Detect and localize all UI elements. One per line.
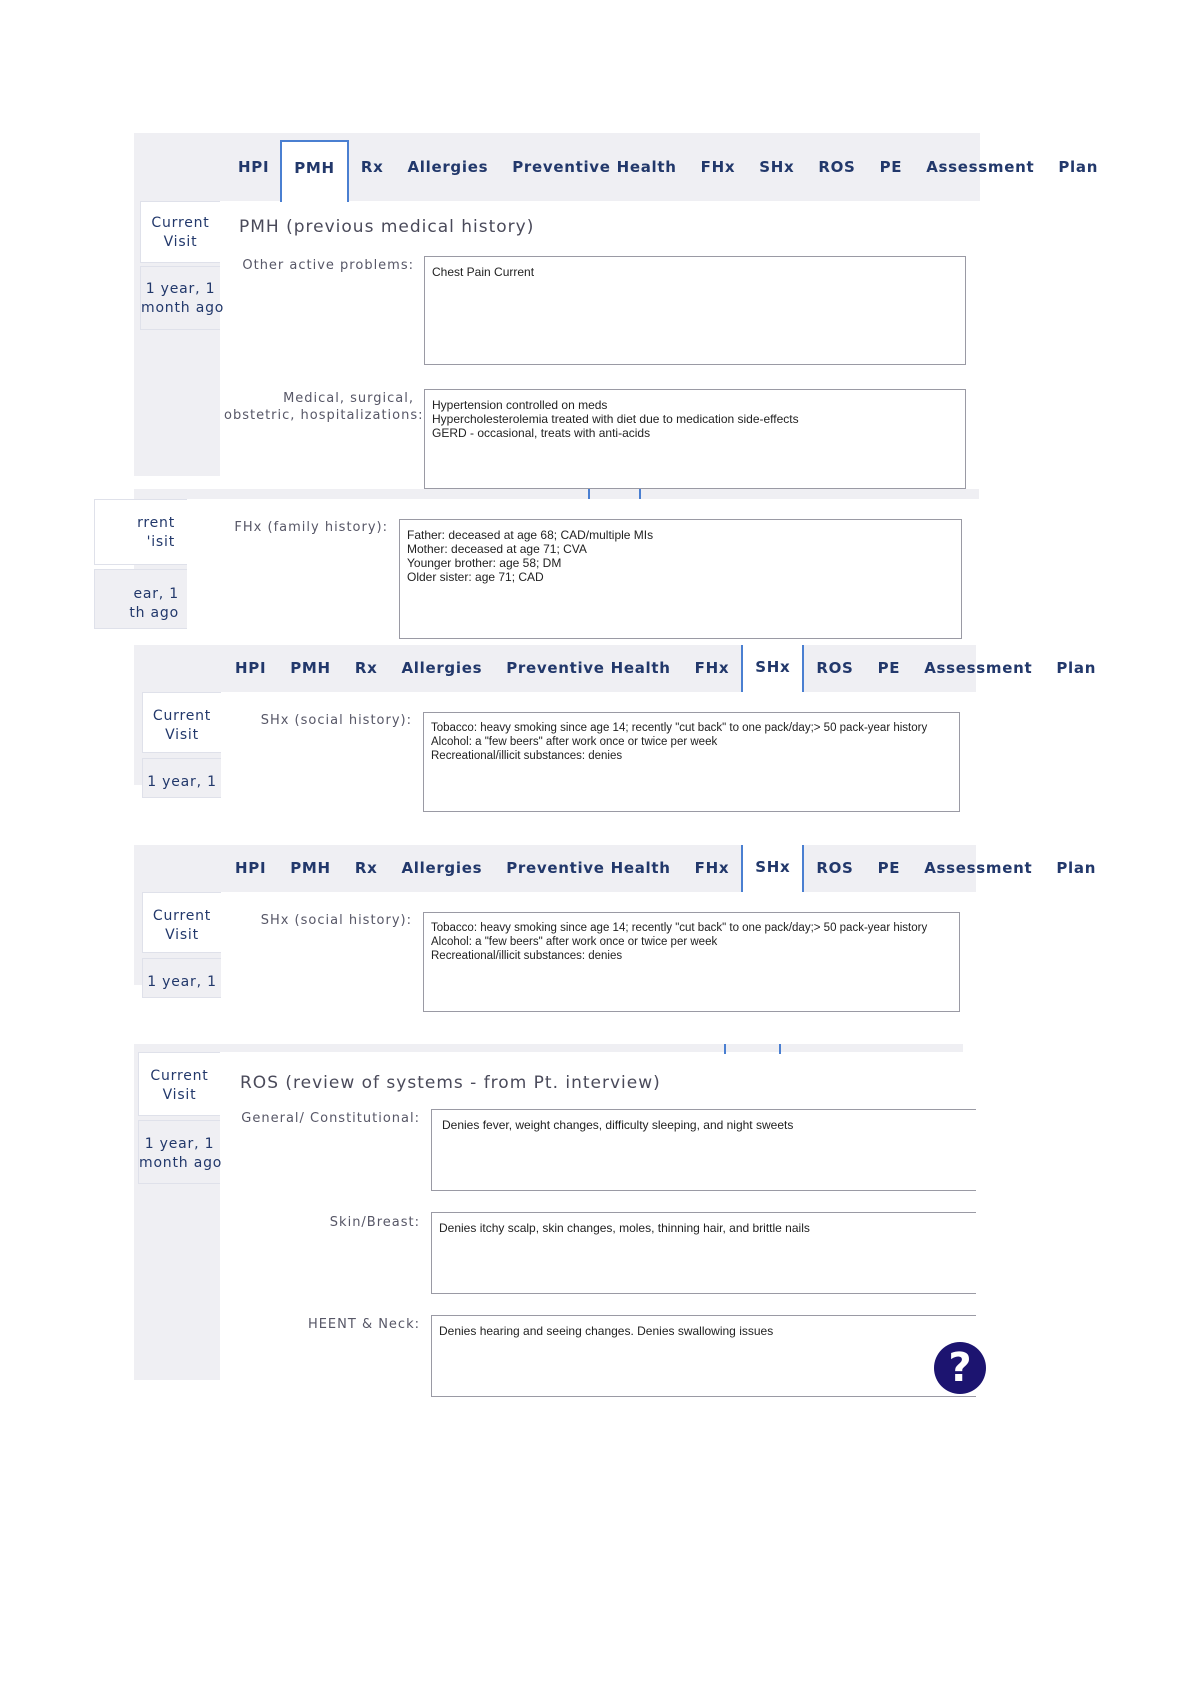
visit-current[interactable]: Current Visit	[142, 692, 221, 753]
tab-fhx[interactable]: FHx	[694, 859, 730, 877]
tab-bar	[134, 645, 1097, 692]
tab-assessment[interactable]: Assessment	[926, 158, 1035, 176]
tab-hpi[interactable]: HPI	[235, 659, 267, 677]
visit-sidebar	[134, 201, 225, 476]
shx-panel-duplicate	[134, 845, 1097, 990]
tab-preventive-health[interactable]: Preventive Health	[512, 158, 677, 176]
visit-sidebar	[129, 499, 187, 628]
shx-label: SHx (social history):	[260, 713, 412, 728]
tab-bar-edge	[134, 1044, 963, 1052]
visit-sidebar	[134, 892, 221, 990]
field-line: Chest Pain Current	[432, 265, 535, 279]
visit-sidebar	[134, 1052, 223, 1380]
tab-shx[interactable]: SHx	[741, 645, 804, 692]
shx-field[interactable]: Tobacco: heavy smoking since age 14; recently "cut back" to one pack/day;> 50 pack-year history Alcohol: a "few beers" after work once or twice per week Recreational/illicit substances: denies	[423, 912, 960, 1012]
tab-ros[interactable]: ROS	[816, 859, 854, 877]
tab-bar	[134, 133, 1099, 201]
section-title: PMH (previous medical history)	[239, 217, 535, 237]
tab-pmh[interactable]: PMH	[290, 859, 331, 877]
tab-bar-edge	[134, 489, 979, 499]
tab-edge-marker	[639, 489, 641, 499]
tab-pe[interactable]: PE	[877, 659, 901, 677]
tab-allergies[interactable]: Allergies	[401, 659, 483, 677]
fhx-field[interactable]: Father: deceased at age 68; CAD/multiple MIs Mother: deceased at age 71; CVA Younger brother: age 58; DM Older sister: age 71; CAD	[399, 519, 962, 639]
general-field[interactable]: Denies fever, weight changes, difficulty sleeping, and night sweets	[431, 1109, 976, 1191]
tab-plan[interactable]: Plan	[1056, 659, 1097, 677]
medical-history-label: Medical, surgical, obstetric, hospitalizations:	[224, 391, 424, 423]
tab-rx[interactable]: Rx	[354, 659, 378, 677]
tab-ros[interactable]: ROS	[818, 158, 856, 176]
tab-fhx[interactable]: FHx	[694, 659, 730, 677]
skin-breast-label: Skin/Breast:	[329, 1215, 420, 1230]
visit-past[interactable]: 1 year, 1 month ago	[138, 1120, 220, 1184]
tab-preventive-health[interactable]: Preventive Health	[506, 659, 671, 677]
fhx-panel	[129, 489, 979, 628]
tab-allergies[interactable]: Allergies	[407, 158, 489, 176]
tab-fhx[interactable]: FHx	[700, 158, 736, 176]
visit-current[interactable]: Current Visit	[142, 892, 221, 953]
tab-pe[interactable]: PE	[877, 859, 901, 877]
tab-allergies[interactable]: Allergies	[401, 859, 483, 877]
heent-neck-label: HEENT & Neck:	[307, 1317, 420, 1332]
visit-sidebar	[134, 692, 221, 790]
tab-pe[interactable]: PE	[879, 158, 903, 176]
heent-neck-field[interactable]: Denies hearing and seeing changes. Denies swallowing issues	[431, 1315, 976, 1397]
tab-pmh[interactable]: PMH	[280, 140, 349, 202]
tab-rx[interactable]: Rx	[354, 859, 378, 877]
fhx-label: FHx (family history):	[234, 520, 388, 535]
visit-current[interactable]: Current Visit	[138, 1052, 220, 1116]
ros-panel	[134, 1044, 972, 1391]
visit-past[interactable]: ear, 1 th ago	[94, 569, 187, 629]
visit-current[interactable]: Current Visit	[140, 201, 220, 263]
shx-field[interactable]: Tobacco: heavy smoking since age 14; recently "cut back" to one pack/day;> 50 pack-year history Alcohol: a "few beers" after work once or twice per week Recreational/illicit substances: denies	[423, 712, 960, 812]
tab-list	[227, 133, 1110, 201]
tab-edge-marker	[779, 1044, 781, 1054]
tab-hpi[interactable]: HPI	[238, 158, 270, 176]
pmh-panel	[134, 133, 1099, 476]
tab-plan[interactable]: Plan	[1058, 158, 1099, 176]
visit-past[interactable]: 1 year, 1	[142, 758, 221, 798]
general-label: General/ Constitutional:	[241, 1111, 420, 1126]
visit-past[interactable]: 1 year, 1 month ago	[140, 266, 220, 330]
tab-assessment[interactable]: Assessment	[924, 659, 1033, 677]
visit-past[interactable]: 1 year, 1	[142, 958, 221, 998]
tab-shx[interactable]: SHx	[741, 845, 804, 892]
other-problems-label: Other active problems:	[242, 258, 414, 273]
tab-shx[interactable]: SHx	[759, 158, 795, 176]
tab-list	[223, 645, 1108, 692]
tab-rx[interactable]: Rx	[360, 158, 384, 176]
tab-preventive-health[interactable]: Preventive Health	[506, 859, 671, 877]
tab-plan[interactable]: Plan	[1056, 859, 1097, 877]
visit-current[interactable]: rrent 'isit	[94, 499, 187, 565]
tab-edge-marker	[588, 489, 590, 499]
tab-hpi[interactable]: HPI	[235, 859, 267, 877]
shx-panel	[134, 645, 1097, 790]
skin-breast-field[interactable]: Denies itchy scalp, skin changes, moles, thinning hair, and brittle nails	[431, 1212, 976, 1294]
other-problems-field[interactable]	[424, 256, 966, 365]
tab-bar	[134, 845, 1097, 892]
tab-edge-marker	[724, 1044, 726, 1054]
tab-list	[223, 845, 1108, 892]
tab-assessment[interactable]: Assessment	[924, 859, 1033, 877]
tab-pmh[interactable]: PMH	[290, 659, 331, 677]
tab-ros[interactable]: ROS	[816, 659, 854, 677]
section-title: ROS (review of systems - from Pt. interview)	[240, 1073, 661, 1093]
medical-history-field[interactable]: Hypertension controlled on meds Hypercholesterolemia treated with diet due to medication side-effects GERD - occasional, treats with anti-acids	[424, 389, 966, 489]
shx-label: SHx (social history):	[260, 913, 412, 928]
help-button[interactable]: ?	[934, 1342, 986, 1394]
